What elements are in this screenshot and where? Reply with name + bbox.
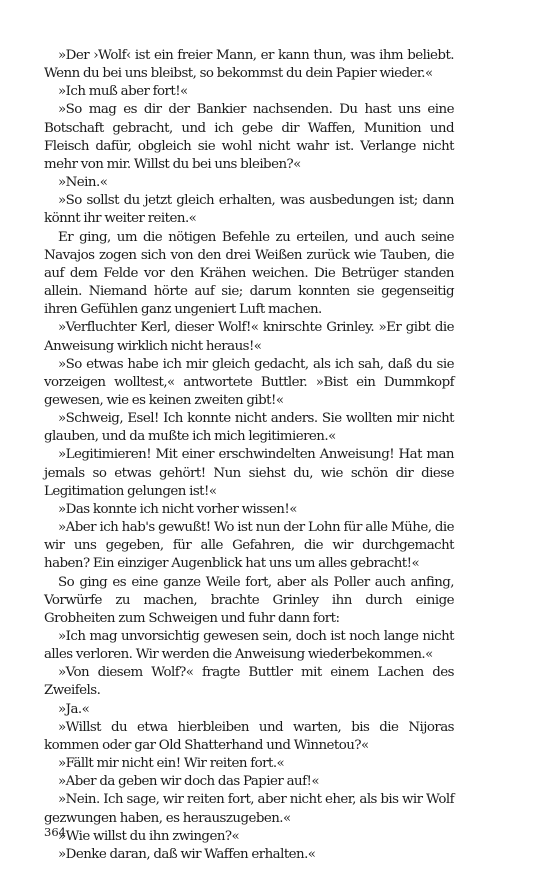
paragraph-4: »Nein.«: [58, 175, 108, 191]
paragraph-3: »So mag es dir der Bankier nachsenden. Du hast uns eine Botschaft gebracht, und ich gebe dir Waffen, Munition und Fleisch dafür, obgleich sie wohl nicht wahr ist. Verlange nicht mehr von mir. Willst du bei uns bleiben?«: [44, 102, 454, 172]
paragraph-21: »Wie willst du ihn zwingen?«: [58, 828, 240, 844]
paragraph-15: »Von diesem Wolf?« fragte Buttler mit einem Lachen des Zweifels.: [44, 665, 454, 699]
paragraph-20: »Nein. Ich sage, wir reiten fort, aber nicht eher, als bis wir Wolf gezwungen haben, es herauszugeben.«: [44, 792, 454, 826]
paragraph-1: »Der ›Wolf‹ ist ein freier Mann, er kann thun, was ihm beliebt. Wenn du bei uns bleibst, so bekommst du dein Papier wieder.«: [44, 48, 454, 82]
paragraph-11: »Das konnte ich nicht vorher wissen!«: [58, 501, 297, 517]
page-body: [44, 47, 454, 864]
paragraph-14: »Ich mag unvorsichtig gewesen sein, doch ist noch lange nicht alles verloren. Wir werden die Anweisung wiederbekommen.«: [44, 629, 454, 663]
page-number: 364: [44, 825, 66, 839]
paragraph-12: »Aber ich hab's gewußt! Wo ist nun der Lohn für alle Mühe, die wir uns gegeben, für alle Gefahren, die wir durchgemacht haben? Ein einziger Augenblick hat uns um alles gebracht!«: [44, 520, 454, 572]
paragraph-17: »Willst du etwa hierbleiben und warten, bis die Nijoras kommen oder gar Old Shatterhand und Winnetou?«: [44, 719, 454, 753]
paragraph-8: »So etwas habe ich mir gleich gedacht, als ich sah, daß du sie vorzeigen wolltest,« antwortete Buttler. »Bist ein Dummkopf gewesen, wie es keinen zweiten gibt!«: [44, 356, 454, 408]
paragraph-5: »So sollst du jetzt gleich erhalten, was ausbedungen ist; dann könnt ihr weiter reiten.«: [44, 193, 454, 227]
paragraph-9: »Schweig, Esel! Ich konnte nicht anders. Sie wollten mir nicht glauben, und da mußte ich mich legitimieren.«: [44, 411, 454, 445]
paragraph-22: »Denke daran, daß wir Waffen erhalten.«: [58, 846, 316, 862]
paragraph-10: »Legitimieren! Mit einer erschwindelten Anweisung! Hat man jemals so etwas gehört! Nun siehst du, wie schön dir diese Legitimation gelungen ist!«: [44, 447, 454, 499]
paragraph-6: Er ging, um die nötigen Befehle zu erteilen, und auch seine Navajos zogen sich von den drei Weißen zurück wie Tauben, die auf dem Felde vor den Krähen weichen. Die Betrüger standen allein. Niemand hörte auf sie; darum konnten sie gegenseitig ihren Gefühlen ganz ungeniert Luft machen.: [44, 229, 454, 318]
paragraph-7: »Verfluchter Kerl, dieser Wolf!« knirschte Grinley. »Er gibt die Anweisung wirklich nicht heraus!«: [44, 320, 454, 354]
paragraph-16: »Ja.«: [58, 701, 90, 717]
paragraph-18: »Fällt mir nicht ein! Wir reiten fort.«: [58, 756, 285, 772]
paragraph-19: »Aber da geben wir doch das Papier auf!«: [58, 774, 319, 790]
paragraph-2: »Ich muß aber fort!«: [58, 84, 188, 100]
paragraph-13: So ging es eine ganze Weile fort, aber als Poller auch anfing, Vorwürfe zu machen, brachte Grinley ihn durch einige Grobheiten zum Schweigen und fuhr dann fort:: [44, 574, 454, 626]
